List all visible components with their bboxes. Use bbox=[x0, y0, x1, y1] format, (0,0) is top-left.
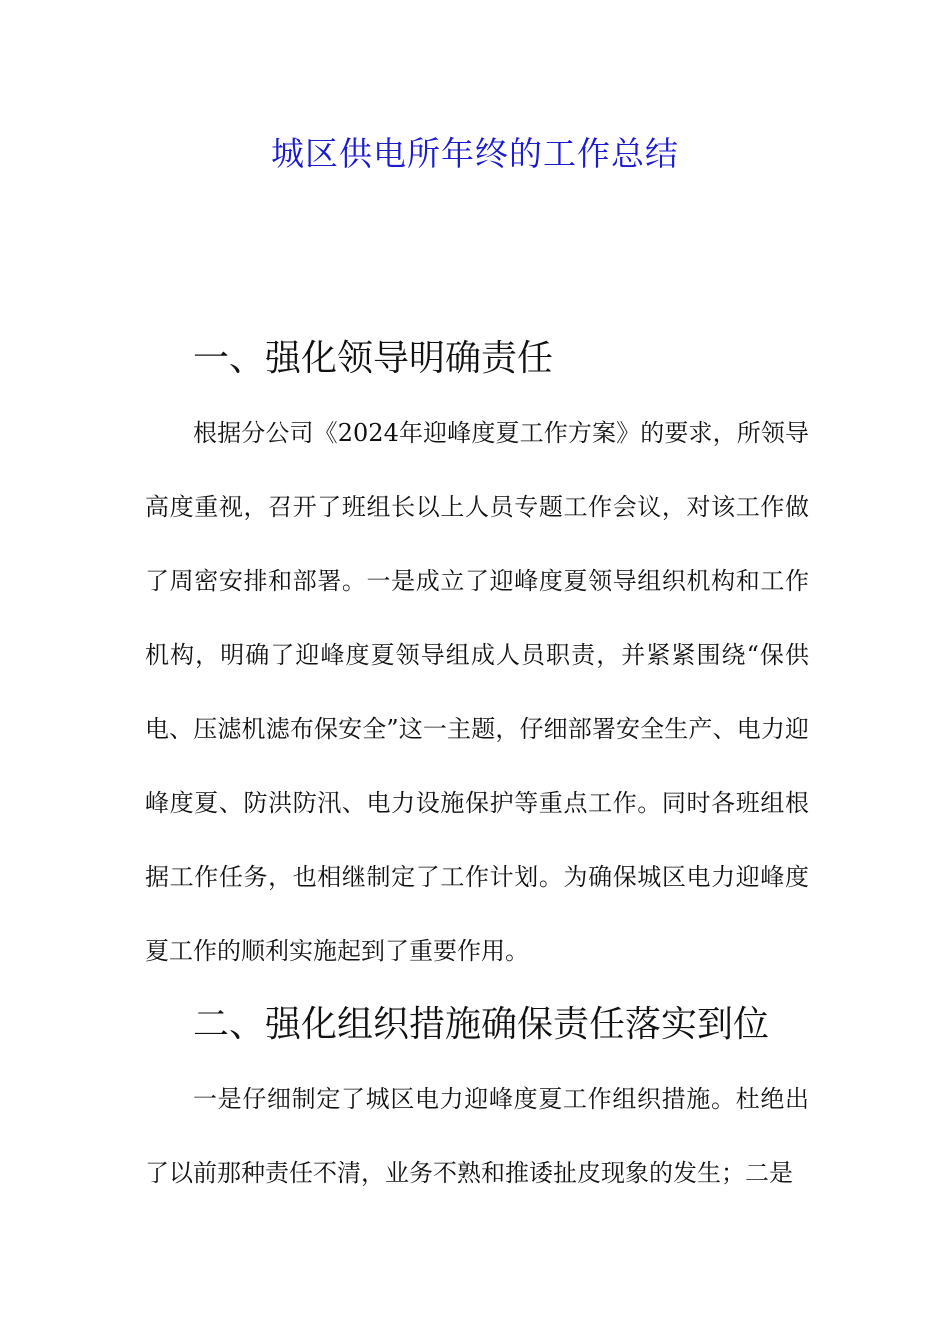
section-2 bbox=[145, 988, 809, 1062]
section-paragraph: 一是仔细制定了城区电力迎峰度夏工作组织措施。杜绝出了以前那种责任不清，业务不熟和推诿扯皮现象的发生；二是 bbox=[145, 1085, 809, 1187]
section-1-body bbox=[145, 396, 809, 988]
section-heading: 一、强化领导明确责任 bbox=[193, 338, 554, 379]
section-paragraph: 根据分公司《2024年迎峰度夏工作方案》的要求，所领导高度重视，召开了班组长以上人员专题工作会议，对该工作做了周密安排和部署。一是成立了迎峰度夏领导组织机构和工作机构，明确了迎峰度夏领导组成人员职责，并紧紧围绕“保供电、压滤机滤布保安全”这一主题，仔细部署安全生产、电力迎峰度夏、防洪防汛、电力设施保护等重点工作。同时各班组根据工作任务，也相继制定了工作计划。为确保城区电力迎峰度夏工作的顺利实施起到了重要作用。 bbox=[145, 419, 809, 965]
document-title: 城区供电所年终的工作总结 bbox=[271, 134, 679, 173]
section-1 bbox=[145, 322, 809, 396]
section-2-body bbox=[145, 1062, 809, 1210]
section-heading: 二、强化组织措施确保责任落实到位 bbox=[193, 1004, 770, 1045]
